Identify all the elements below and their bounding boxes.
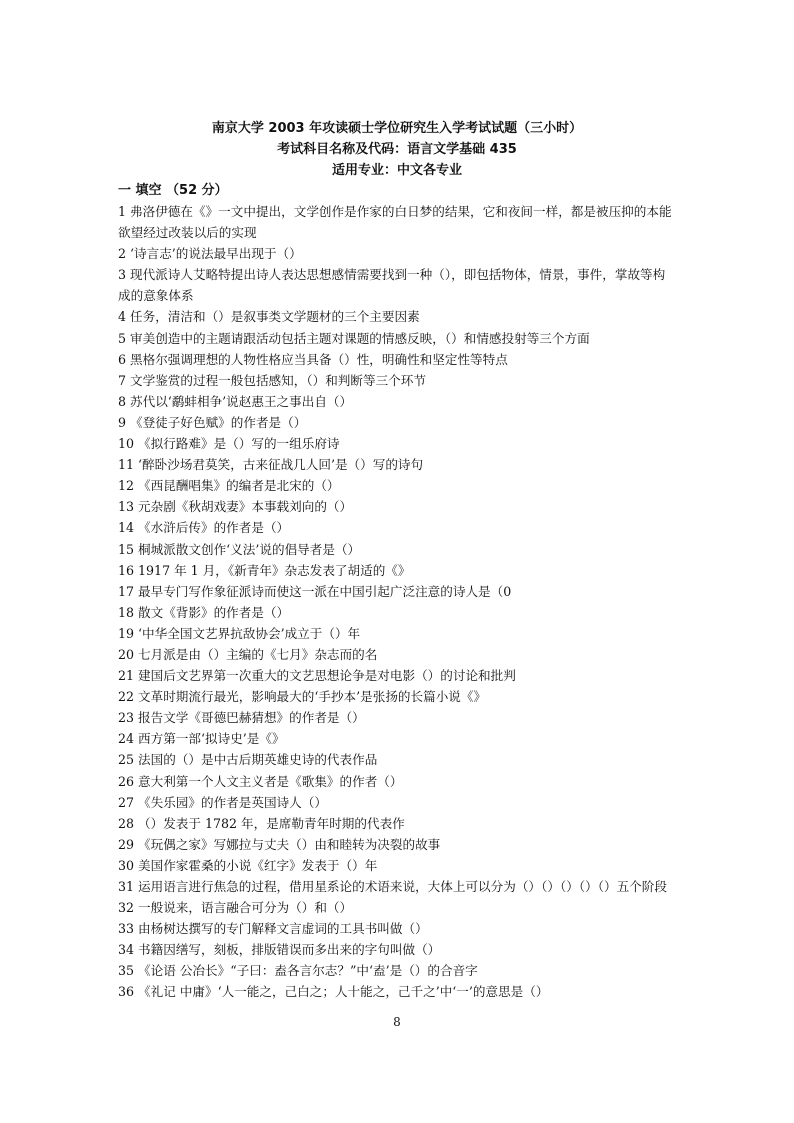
question-item: 17 最早专门写作象征派诗而使这一派在中国引起广泛注意的诗人是（0 [118, 583, 512, 599]
question-item: 10 《拟行路难》是（）写的一组乐府诗 [118, 436, 340, 452]
exam-title: 南京大学 2003 年攻读硕士学位研究生入学考试试题（三小时） [211, 121, 583, 136]
question-item: 28 （）发表于 1782 年，是席勒青年时期的代表作 [118, 815, 405, 831]
exam-header [0, 118, 794, 181]
question-item: 16 1917 年 1 月，《新青年》杂志发表了胡适的《》 [118, 562, 411, 578]
question-item: 31 运用语言进行焦急的过程，借用星系论的术语来说，大体上可以分为（）（）（）（）（）五个阶段 [118, 879, 667, 894]
question-item: 27 《失乐园》的作者是英国诗人（） [118, 794, 327, 810]
question-item: 3 现代派诗人艾略特提出诗人表达思想感情需要找到一种（），即包括物体，情景，事件，掌故等构成的意象体系 [118, 267, 666, 304]
question-item: 4 任务，清洁和（）是叙事类文学题材的三个主要因素 [118, 309, 420, 325]
question-item: 29 《玩偶之家》写娜拉与丈夫（）由和睦转为决裂的故事 [118, 836, 441, 852]
question-item: 9 《登徒子好色赋》的作者是（） [118, 414, 307, 430]
question-item: 13 元杂剧《秋胡戏妻》本事载刘向的（） [118, 499, 353, 515]
question-item: 25 法国的（）是中古后期英雄史诗的代表作品 [118, 752, 378, 768]
question-item: 35 《论语 公冶长》“子曰：盍各言尔志？”中‘盍’是（）的合音字 [118, 963, 478, 979]
question-item: 7 文学鉴赏的过程一般包括感知，（）和判断等三个环节 [118, 372, 426, 388]
question-item: 6 黑格尔强调理想的人物性格应当具备（）性，明确性和坚定性等特点 [118, 351, 508, 367]
question-item: 15 桐城派散文创作‘义法’说的倡导者是（） [118, 541, 361, 557]
question-item: 26 意大利第一个人文主义者是《歌集》的作者（） [118, 773, 403, 789]
question-item: 8 苏代以‘鹬蚌相争’说赵惠王之事出自（） [118, 393, 353, 409]
question-item: 20 七月派是由（）主编的《七月》杂志而的名 [118, 646, 378, 662]
question-item: 23 报告文学《哥德巴赫猜想》的作者是（） [118, 710, 365, 726]
question-item: 24 西方第一部‘拟诗史’是《》 [118, 731, 285, 747]
question-item: 5 审美创造中的主题请跟活动包括主题对课题的情感反映，（）和情感投射等三个方面 [118, 330, 590, 346]
question-item: 22 文革时期流行最光，影响最大的‘手抄本’是张扬的长篇小说《》 [118, 689, 487, 705]
question-list [118, 201, 674, 1003]
question-item: 2 ‘诗言志’的说法最早出现于（） [118, 246, 302, 262]
exam-subject: 考试科目名称及代码：语言文学基础 435 [277, 142, 517, 157]
question-item: 11 ‘醉卧沙场君莫笑，古来征战几人回’是（）写的诗句 [118, 457, 424, 473]
question-item: 14 《水浒后传》的作者是（） [118, 520, 290, 536]
question-item: 18 散文《背影》的作者是（） [118, 604, 290, 620]
question-item: 36 《礼记 中庸》‘人一能之，己白之；人十能之，己千之’中‘一’的意思是（） [118, 984, 549, 1000]
section-title: 一 填空 （52 分） [118, 183, 228, 198]
question-item: 34 书籍因缮写，刻板，排版错误而多出来的字句叫做（） [118, 942, 441, 958]
question-item: 12 《西昆酬唱集》的编者是北宋的（） [118, 478, 340, 494]
question-item: 1 弗洛伊德在《》一文中提出，文学创作是作家的白日梦的结果，它和夜间一样，都是被压抑的本能欲望经过改装以后的实现 [118, 204, 672, 241]
question-item: 30 美国作家霍桑的小说《红字》发表于（）年 [118, 857, 378, 873]
question-item: 19 ‘中华全国文艺界抗敌协会’成立于（）年 [118, 625, 361, 641]
question-item: 33 由杨树达撰写的专门解释文言虚词的工具书叫做（） [118, 921, 428, 937]
page-number: 8 [393, 1015, 401, 1029]
exam-major: 适用专业：中文各专业 [331, 163, 462, 178]
question-item: 21 建国后文艺界第一次重大的文艺思想论争是对电影（）的讨论和批判 [118, 668, 516, 684]
question-item: 32 一般说来，语言融合可分为（）和（） [118, 900, 353, 916]
